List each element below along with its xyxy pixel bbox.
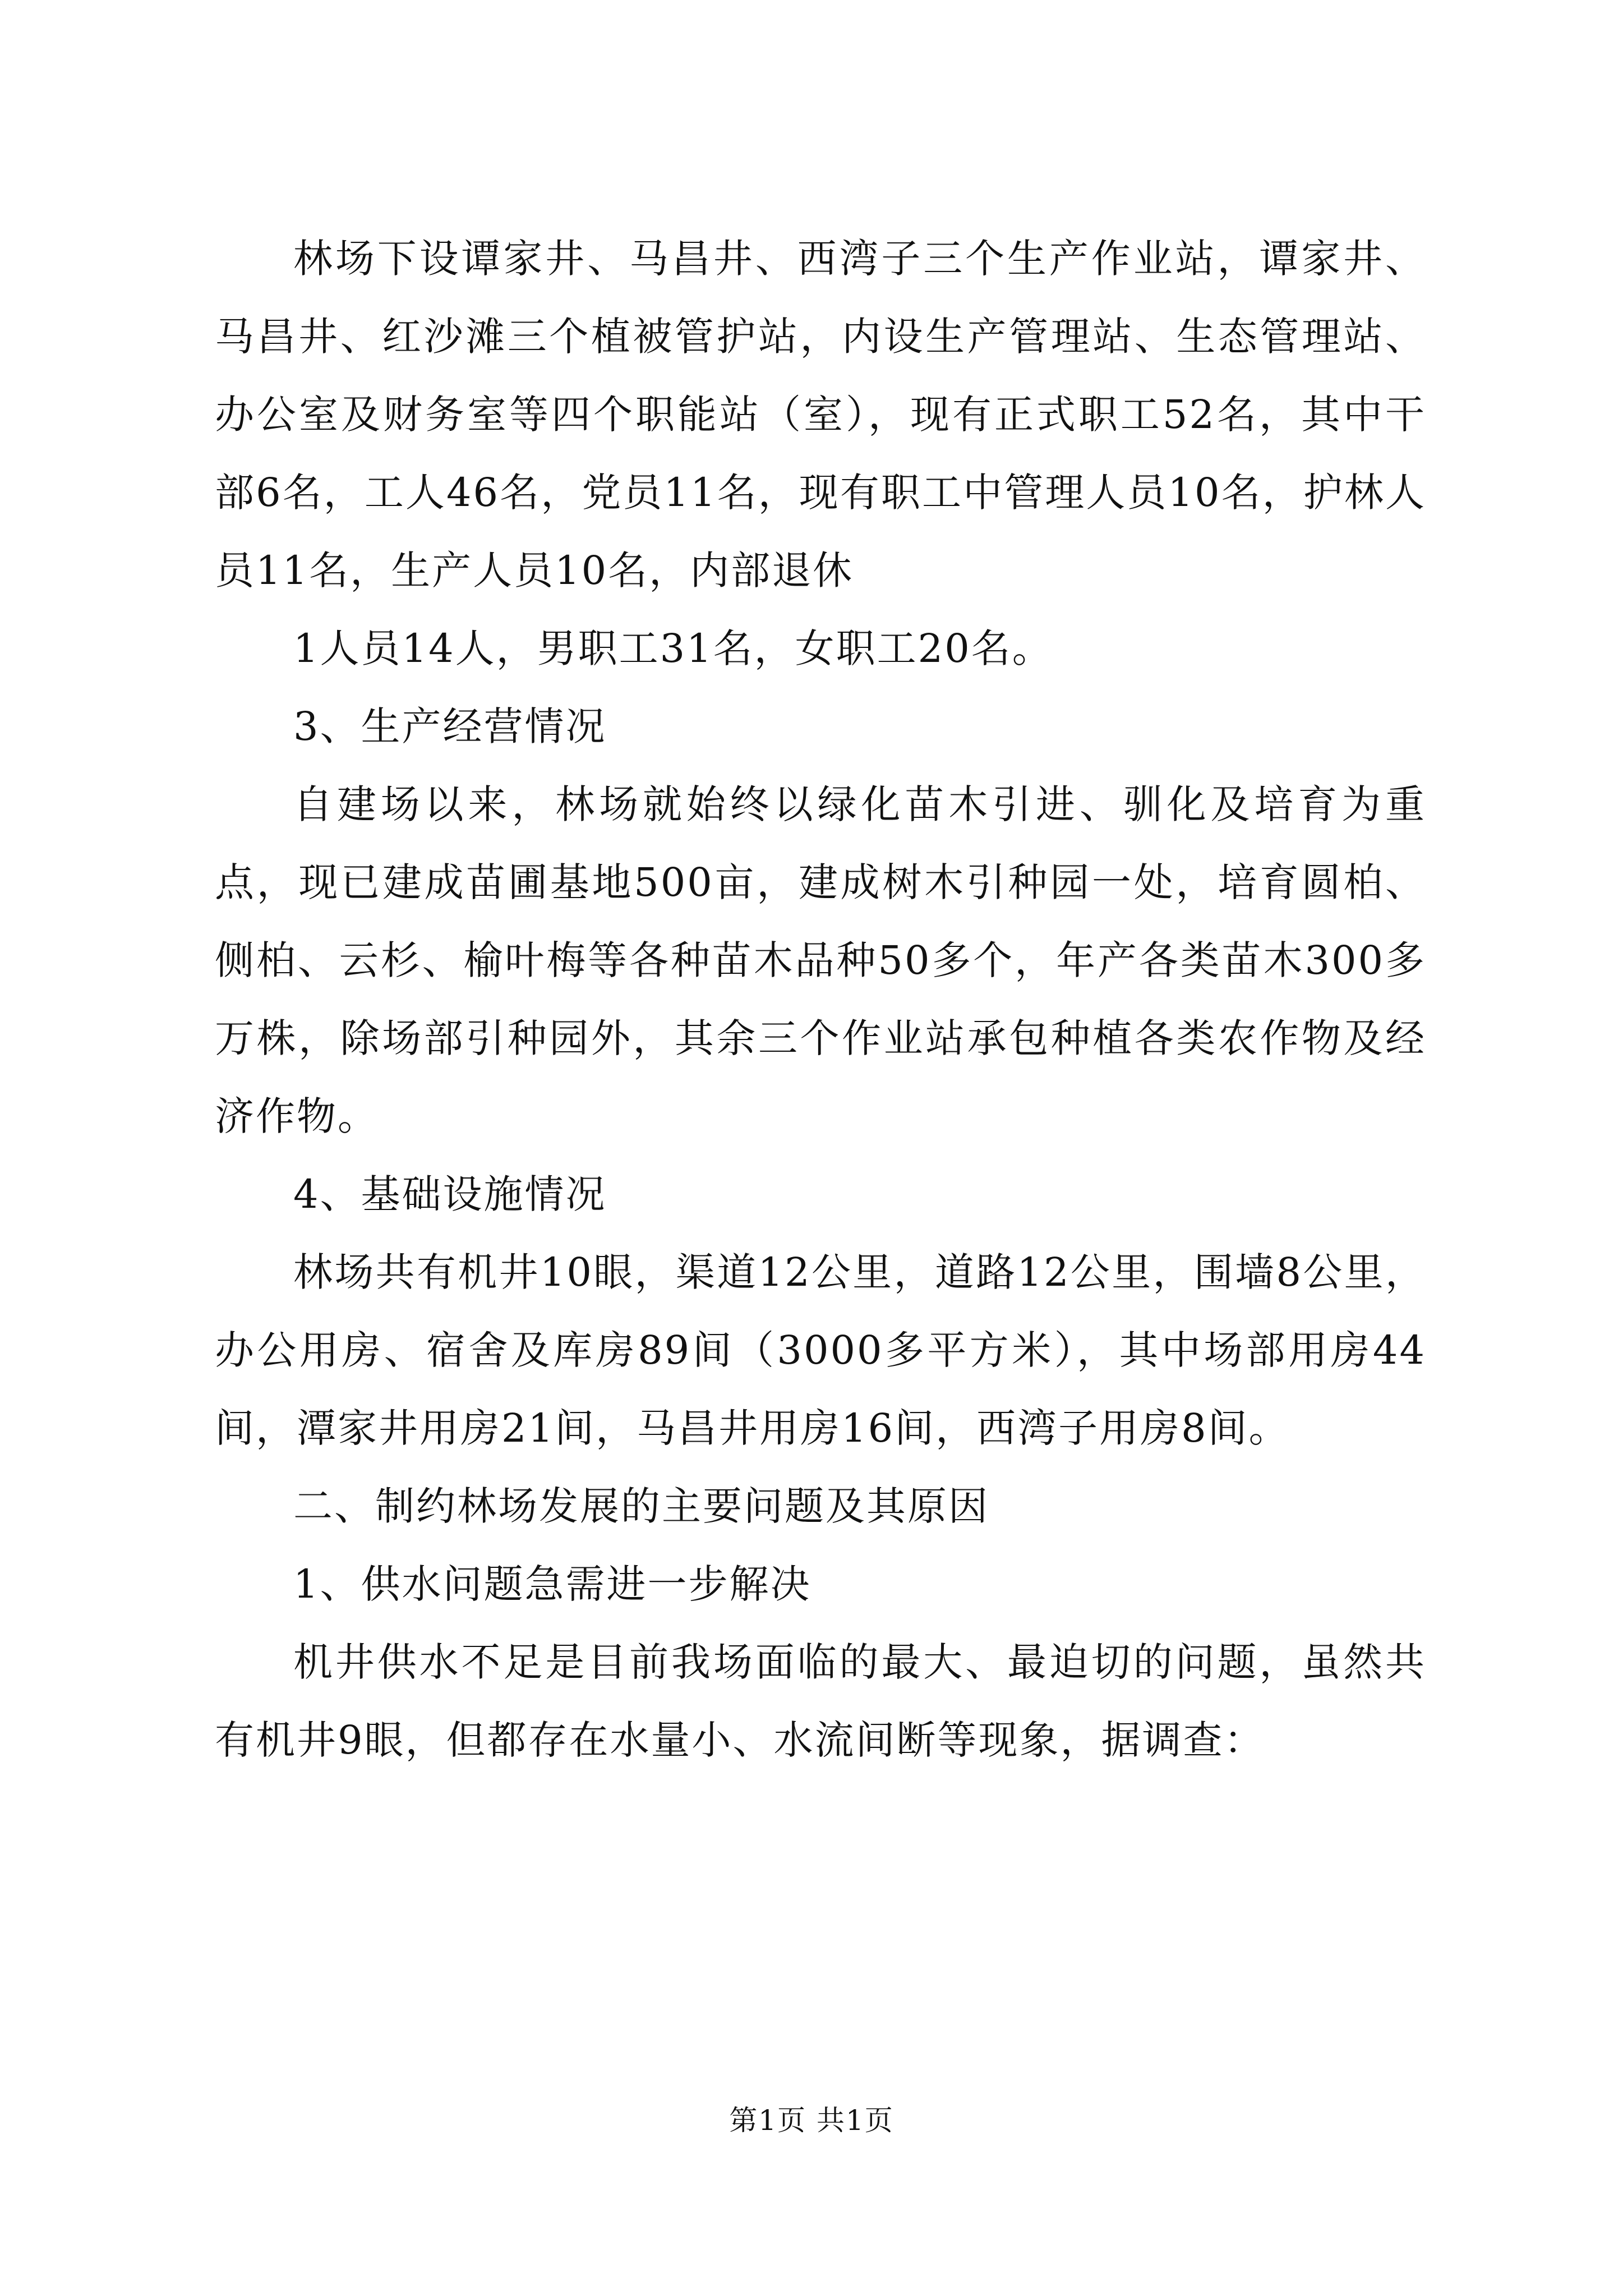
- document-body: [215, 220, 1426, 1779]
- page-footer: 第1页 共1页: [729, 2104, 894, 2137]
- heading-production-operation: 3、生产经营情况: [293, 703, 607, 749]
- heading-infrastructure: 4、基础设施情况: [293, 1171, 607, 1217]
- heading-main-problems: 二、制约林场发展的主要问题及其原因: [293, 1483, 989, 1529]
- paragraph-production-operation: 自建场以来，林场就始终以绿化苗木引进、驯化及培育为重点，现已建成苗圃基地500亩，建成树木引种园一处，培育圆柏、侧柏、云杉、榆叶梅等各种苗木品种50多个，年产各类苗木300多万株，除场部引种园外，其余三个作业站承包种植各类农作物及经济作物。: [215, 781, 1426, 1139]
- paragraph-water-supply: 机井供水不足是目前我场面临的最大、最迫切的问题，虽然共有机井9眼，但都存在水量小、水流间断等现象，据调查：: [215, 1639, 1426, 1763]
- paragraph-infrastructure: 林场共有机井10眼，渠道12公里，道路12公里，围墙8公里，办公用房、宿舍及库房89间（3000多平方米），其中场部用房44间，潭家井用房21间，马昌井用房16间，西湾子用房8间。: [215, 1249, 1426, 1451]
- heading-water-supply: 1、供水问题急需进一步解决: [293, 1561, 811, 1607]
- paragraph-staff-structure: 林场下设谭家井、马昌井、西湾子三个生产作业站，谭家井、马昌井、红沙滩三个植被管护站，内设生产管理站、生态管理站、办公室及财务室等四个职能站（室），现有正式职工52名，其中干部6名，工人46名，党员11名，现有职工中管理人员10名，护林人员11名，生产人员10名，内部退休: [215, 236, 1426, 593]
- paragraph-retired-staff: 1人员14人，男职工31名，女职工20名。: [293, 625, 1053, 671]
